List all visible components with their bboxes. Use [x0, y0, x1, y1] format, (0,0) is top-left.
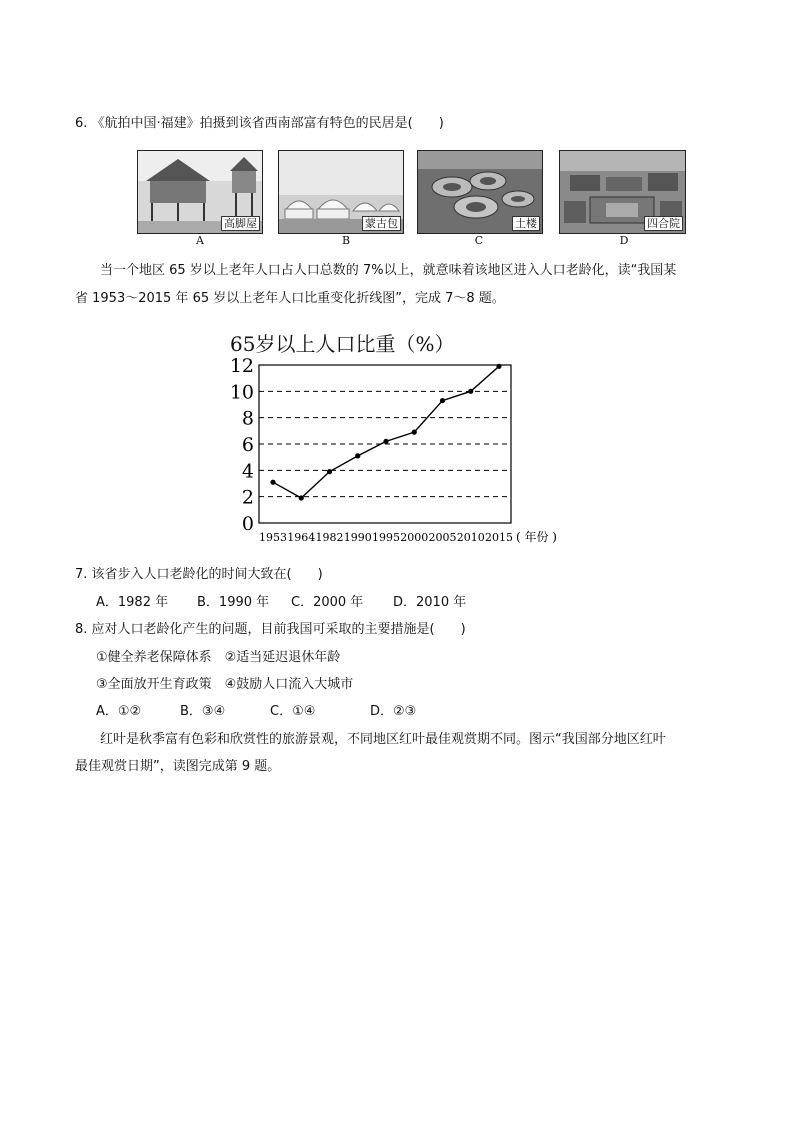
q8-option-d: D．②③: [370, 704, 417, 719]
data-point-1995: [383, 439, 388, 444]
q8-items-line2: ③全面放开生育政策 ④鼓励人口流入大城市: [96, 677, 354, 692]
photo-label-d: D: [619, 234, 629, 247]
x-tick-label: 1995: [372, 531, 400, 544]
q7-option-d: D．2010 年: [393, 595, 467, 610]
photo-tulou: [417, 150, 543, 234]
data-point-1982: [327, 469, 332, 474]
x-tick-label: 2005: [428, 531, 457, 544]
question-6-text: 6. 《航拍中国·福建》拍摄到该省西南部富有特色的民居是( ): [75, 116, 444, 131]
intro-7-8-line1: 当一个地区 65 岁以上老年人口占人口总数的 7%以上，就意味着该地区进入人口老龄化，读“我国某: [100, 263, 677, 278]
q8-option-c: C．①④: [270, 704, 316, 719]
y-tick-label: 4: [241, 460, 254, 483]
data-point-2005: [440, 398, 445, 403]
population-ratio-chart: [226, 355, 566, 555]
data-point-2010: [468, 389, 473, 394]
photo-label-b: B: [341, 234, 351, 247]
y-tick-label: 10: [229, 381, 254, 404]
photo-siheyuan: [559, 150, 686, 234]
q7-option-b: B．1990 年: [197, 595, 270, 610]
photo-tag-b: 蒙古包: [362, 216, 401, 231]
q8-option-a: A．①②: [96, 704, 142, 719]
question-7-text: 7. 该省步入人口老龄化的时间大致在( ): [75, 567, 323, 582]
y-tick-label: 6: [241, 434, 254, 456]
q8-option-b: B．③④: [180, 704, 226, 719]
photo-yurt: [278, 150, 404, 234]
q7-option-a: A．1982 年: [96, 595, 169, 610]
x-tick-label: 1982: [315, 531, 344, 544]
intro-9-line2: 最佳观赏日期”，读图完成第 9 题。: [75, 759, 281, 774]
data-point-1953: [270, 480, 275, 485]
y-tick-label: 12: [229, 355, 254, 377]
photo-label-c: C: [474, 234, 484, 247]
series-line: [273, 366, 499, 498]
photo-label-a: A: [196, 234, 204, 247]
y-tick-label: 0: [241, 513, 254, 535]
data-point-1990: [355, 453, 360, 458]
y-tick-label: 2: [241, 486, 254, 509]
chart-title: 65岁以上人口比重（%）: [230, 332, 455, 356]
x-tick-label: 2000: [400, 531, 429, 544]
intro-9-line1: 红叶是秋季富有色彩和欣赏性的旅游景观，不同地区红叶最佳观赏期不同。图示“我国部分地区红叶: [100, 732, 666, 747]
x-tick-label: 2010: [456, 531, 485, 544]
x-tick-label: 2015: [485, 531, 513, 544]
photo-stilt-house: [137, 150, 263, 234]
photo-tag-c: 土楼: [512, 216, 540, 231]
photo-tag-a: 高脚屋: [221, 216, 260, 231]
photo-tag-d: 四合院: [644, 216, 683, 231]
y-tick-label: 8: [241, 407, 254, 430]
data-point-2015: [496, 364, 501, 369]
x-tick-label: 1990: [343, 531, 372, 544]
question-8-text: 8. 应对人口老龄化产生的问题，目前我国可采取的主要措施是( ): [75, 622, 466, 637]
x-tick-label: 1953: [259, 531, 287, 544]
data-point-2000: [412, 430, 417, 435]
intro-7-8-line2: 省 1953～2015 年 65 岁以上老年人口比重变化折线图”，完成 7～8 题。: [75, 291, 505, 306]
q7-option-c: C．2000 年: [291, 595, 364, 610]
x-axis-label: ( 年份 ): [516, 530, 557, 544]
q8-items-line1: ①健全养老保障体系 ②适当延迟退休年龄: [96, 650, 341, 665]
data-point-1964: [299, 495, 304, 500]
x-tick-label: 1964: [287, 531, 316, 544]
